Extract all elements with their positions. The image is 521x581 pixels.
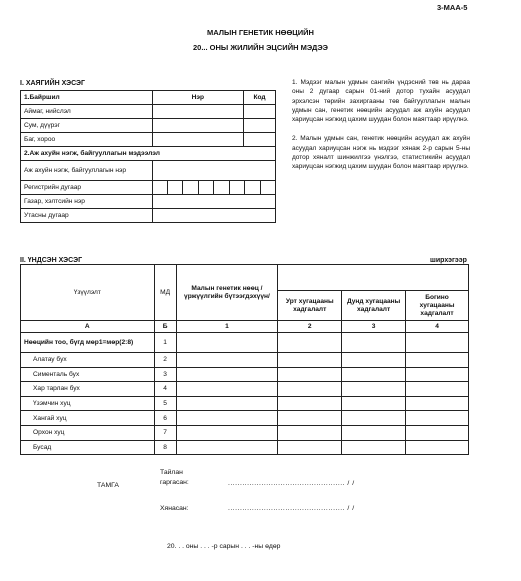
instruction-2: 2. Малын удмын сан, генетик нөөцийн асуудал аж ахуйн асуудал хариуцсан нэгж нь мэдээг хянаж 2-р сарын 5-ны дотор хяналт шинжилгээ үнэлгээ, статистикийн асуудал хариуцсан нэгжид цахим шуудан болон маягтаар ирүүлнэ. [292,135,470,171]
section1-heading: I. ХАЯГИЙН ХЭСЭГ [20,80,86,87]
main-table [20,264,469,455]
value-cell[interactable] [176,440,278,455]
value-cell[interactable] [278,425,342,440]
row-md: 3 [154,367,176,382]
register-number-boxes[interactable] [152,181,276,195]
col-letter-a: А [21,321,155,333]
department-field[interactable] [152,195,276,209]
row-label: Алатау бух [21,353,155,368]
value-cell[interactable] [278,382,342,397]
soum-code-field[interactable] [244,119,276,133]
aimag-name-field[interactable] [152,105,244,119]
table-row [21,425,469,440]
value-cell[interactable] [342,367,406,382]
table-row [21,411,469,426]
long-term-header: Урт хугацааны хадгалалт [278,291,342,321]
bag-label: Баг, хороо [21,133,153,147]
value-cell[interactable] [278,440,342,455]
value-cell[interactable] [278,333,342,353]
value-cell[interactable] [406,440,469,455]
value-cell[interactable] [176,353,278,368]
organization-header: 2.Аж ахуйн нэгж, байгууллагын мэдээлэл [21,147,276,161]
row-label: Үзэмчин хуц [21,396,155,411]
col-number-3: 3 [342,321,406,333]
value-cell[interactable] [176,396,278,411]
value-cell[interactable] [406,353,469,368]
soum-name-field[interactable] [152,119,244,133]
department-label: Газар, хэлтсийн нэр [21,195,153,209]
value-cell[interactable] [406,367,469,382]
instruction-1: 1. Мэдээг малын удмын сангийн үндэсний төв нь дараа оны 2 дугаар сарын 01-ний дотор тухайн асуудал эрхэлсэн төрийн захиргааны төв байгууллагын малын удмын сан, генетик нөөцийн асуудал аж ахуйн асуудал хариуцсан нэгжид цахим шуудан болон маягтаар ирүүлнэ. [292,79,470,124]
value-cell[interactable] [342,425,406,440]
row-label: Хар тарлан бух [21,382,155,397]
address-table [20,90,276,223]
row-label: Хангай хуц [21,411,155,426]
report-subtitle: 20... ОНЫ ЖИЛИЙН ЭЦСИЙН МЭДЭЭ [193,43,328,52]
register-label: Регистрийн дугаар [21,181,153,195]
value-cell[interactable] [278,353,342,368]
value-cell[interactable] [342,353,406,368]
value-cell[interactable] [406,382,469,397]
col-letter-b: Б [154,321,176,333]
prepared-by-line1: Тайлан [160,469,183,476]
report-title: МАЛЫН ГЕНЕТИК НӨӨЦИЙН [207,28,314,37]
date-line: 20. . . оны . . . -р сарын . . . -ны өдөр [167,543,281,550]
prepared-by-signature-field[interactable]: ................................................. / / [228,480,355,487]
row-md: 4 [154,382,176,397]
value-cell[interactable] [176,425,278,440]
short-term-header: Богино хугацааны хадгалалт [406,291,469,321]
value-cell[interactable] [406,396,469,411]
stamp-label: ТАМГА [97,482,119,489]
value-cell[interactable] [278,411,342,426]
code-header: Код [244,91,276,105]
org-name-label: Аж ахуйн нэгж, байгууллагын нэр [21,161,153,181]
value-cell[interactable] [342,333,406,353]
value-cell[interactable] [176,333,278,353]
value-cell[interactable] [342,382,406,397]
col-number-1: 1 [176,321,278,333]
aimag-code-field[interactable] [244,105,276,119]
row-md: 1 [154,333,176,353]
row-md: 5 [154,396,176,411]
value-cell[interactable] [342,396,406,411]
row-label: Бусад [21,440,155,455]
value-cell[interactable] [176,382,278,397]
bag-code-field[interactable] [244,133,276,147]
mid-term-header: Дунд хугацааны хадгалалт [342,291,406,321]
phone-label: Утасны дугаар [21,209,153,223]
soum-label: Сум, дүүрэг [21,119,153,133]
prepared-by-label [160,468,189,488]
table-row [21,382,469,397]
table-row [21,333,469,353]
row-md: 6 [154,411,176,426]
prepared-by-line2: гаргасан: [160,479,189,486]
storage-group-header [278,265,469,291]
table-row [21,396,469,411]
aimag-label: Аймаг, нийслэл [21,105,153,119]
checked-by-label: Хянасан: [160,505,189,512]
value-cell[interactable] [406,333,469,353]
col-number-4: 4 [406,321,469,333]
row-label: Сименталь бух [21,367,155,382]
location-header: 1.Байршил [21,91,153,105]
name-header: Нэр [152,91,244,105]
value-cell[interactable] [176,411,278,426]
value-cell[interactable] [342,411,406,426]
section2-heading: II. ҮНДСЭН ХЭСЭГ [20,257,83,264]
value-cell[interactable] [406,425,469,440]
unit-label: ширхэгээр [430,257,467,264]
table-row [21,367,469,382]
table-row [21,353,469,368]
bag-name-field[interactable] [152,133,244,147]
row-md: 2 [154,353,176,368]
genetic-resource-header: Малын генетик нөөц /үржүүлгийн бүтээгдэхүүн/ [176,265,278,321]
instructions [292,78,470,182]
form-code: 3-МАА-5 [437,3,468,12]
row-label: Нөөцийн тоо, бүгд мөр1=мөр(2:8) [21,333,155,353]
checked-by-signature-field[interactable]: ................................................. / / [228,505,355,512]
value-cell[interactable] [406,411,469,426]
value-cell[interactable] [278,367,342,382]
row-label: Орхон хуц [21,425,155,440]
row-md: 8 [154,440,176,455]
md-header: МД [154,265,176,321]
indicator-header: Үзүүлэлт [21,265,155,321]
phone-field[interactable] [152,209,276,223]
value-cell[interactable] [176,367,278,382]
col-number-2: 2 [278,321,342,333]
value-cell[interactable] [278,396,342,411]
org-name-field[interactable] [152,161,276,181]
row-md: 7 [154,425,176,440]
value-cell[interactable] [342,440,406,455]
table-row [21,440,469,455]
